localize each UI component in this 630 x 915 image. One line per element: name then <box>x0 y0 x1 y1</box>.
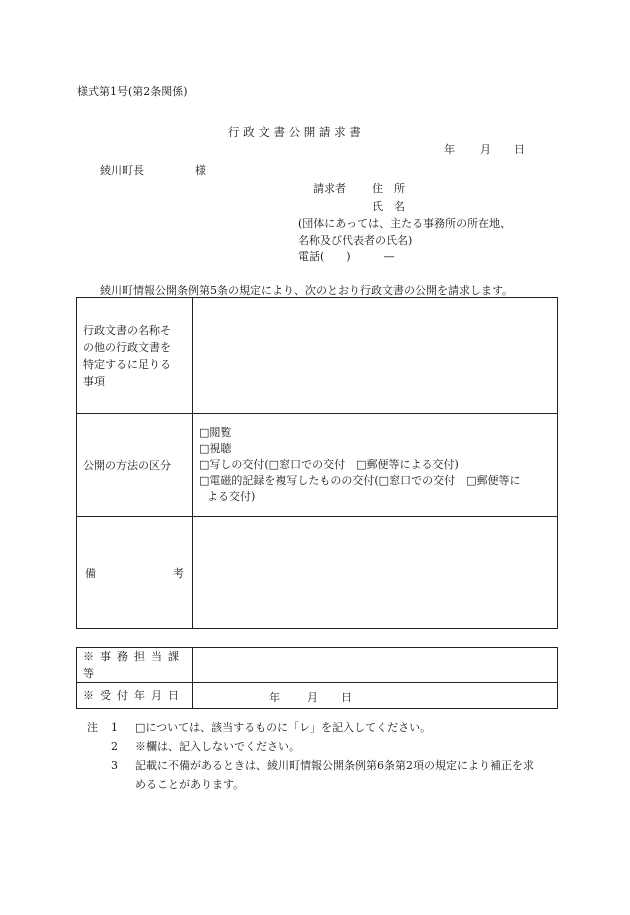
note-2: ※欄は、記入しないでください。 <box>135 740 300 753</box>
office-dept-field <box>193 648 558 683</box>
requester-phone: 電話( ) — <box>298 250 395 263</box>
form-number: 様式第1号(第2条関係) <box>77 85 188 98</box>
intro-text: 綾川町情報公開条例第5条の規定により、次のとおり行政文書の公開を請求します。 <box>100 284 514 297</box>
requester-label: 請求者 <box>313 182 346 195</box>
request-table <box>76 297 558 629</box>
note-3: 記載に不備があるときは、綾川町情報公開条例第6条第2項の規定により補正を求 <box>135 759 534 772</box>
notes: 注 1 □については、該当するものに「レ」を記入してください。 2 ※欄は、記入しないでください。 3 記載に不備があるときは、綾川町情報公開条例第6条第2項の規定により補正を求 めることがあります。 <box>87 718 567 794</box>
receipt-date-label: ※受付年月日 <box>77 683 193 709</box>
note-3-cont: めることがあります。 <box>135 778 245 791</box>
requester-name-label: 氏 名 <box>372 200 405 213</box>
requester-note-line2: 名称及び代表者の氏名) <box>298 234 413 247</box>
note-1: □については、該当するものに「レ」を記入してください。 <box>135 721 432 734</box>
document-name-row <box>77 298 558 414</box>
remarks-field[interactable] <box>193 517 558 629</box>
remarks-row <box>77 517 558 629</box>
option-electronic-copy-cont: よる交付) <box>207 490 256 503</box>
date-month: 月 <box>480 143 491 156</box>
addressee-honorific: 様 <box>195 164 206 177</box>
requester-note-line1: (団体にあっては、主たる事務所の所在地、 <box>298 217 512 230</box>
requester-address-label: 住 所 <box>372 182 405 195</box>
document-name-field[interactable] <box>193 298 558 414</box>
option-copy-delivery[interactable]: □写しの交付(□窓口での交付 □郵便等による交付) <box>199 458 459 471</box>
office-dept-label: ※事務担当課等 <box>77 648 193 683</box>
option-audiovisual[interactable]: □視聴 <box>199 442 232 455</box>
notes-prefix: 注 <box>87 721 98 734</box>
disclosure-method-options[interactable] <box>193 414 558 517</box>
remarks-label: 備 考 <box>77 517 193 629</box>
page-title: 行 政 文 書 公 開 請 求 書 <box>228 125 361 139</box>
disclosure-method-label: 公開の方法の区分 <box>77 414 193 517</box>
disclosure-method-row <box>77 414 558 517</box>
receipt-date-field: 年 月 日 <box>193 683 558 709</box>
date-day: 日 <box>514 143 525 156</box>
document-name-label: 行政文書の名称そ の他の行政文書を 特定するに足りる 事項 <box>77 298 193 414</box>
office-use-table <box>76 647 558 709</box>
date-year: 年 <box>444 143 455 156</box>
addressee-name: 綾川町長 <box>100 164 144 177</box>
option-electronic-copy[interactable]: □電磁的記録を複写したものの交付(□窓口での交付 □郵便等に <box>199 474 521 487</box>
receipt-date-row <box>77 683 558 709</box>
option-viewing[interactable]: □閲覧 <box>199 426 232 439</box>
office-dept-row <box>77 648 558 683</box>
